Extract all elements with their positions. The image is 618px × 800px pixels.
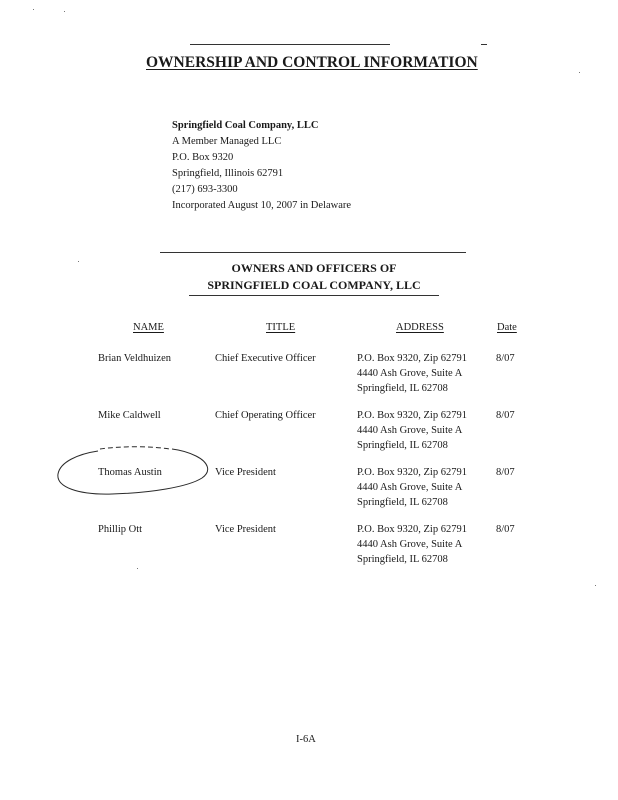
officer-title: Vice President — [215, 467, 276, 478]
officer-date: 8/07 — [496, 410, 515, 421]
section-heading-line1: OWNERS AND OFFICERS OF — [231, 261, 397, 275]
address-line: Springfield, IL 62708 — [357, 497, 448, 508]
column-header-title: TITLE — [266, 322, 296, 333]
address-line: P.O. Box 9320, Zip 62791 — [357, 410, 467, 421]
address-line: Springfield, IL 62708 — [357, 440, 448, 451]
officer-name: Thomas Austin — [98, 467, 162, 478]
officer-title: Vice President — [215, 524, 276, 535]
scan-speck — [579, 72, 580, 73]
page-number: I-6A — [296, 734, 316, 745]
column-header-address: ADDRESS — [396, 322, 444, 333]
officer-name: Mike Caldwell — [98, 410, 161, 421]
company-city: Springfield, Illinois 62791 — [172, 168, 284, 179]
officer-name: Brian Veldhuizen — [98, 353, 171, 364]
officer-title: Chief Operating Officer — [215, 410, 316, 421]
address-line: P.O. Box 9320, Zip 62791 — [357, 524, 467, 535]
officer-date: 8/07 — [496, 524, 515, 535]
address-line: 4440 Ash Grove, Suite A — [357, 368, 463, 379]
column-header-name: NAME — [133, 322, 164, 333]
officer-date: 8/07 — [496, 467, 515, 478]
address-line: Springfield, IL 62708 — [357, 383, 448, 394]
company-po-box: P.O. Box 9320 — [172, 152, 234, 163]
scan-speck — [137, 568, 138, 569]
scan-speck — [33, 9, 34, 10]
company-incorporation: Incorporated August 10, 2007 in Delaware — [172, 200, 352, 211]
officer-title: Chief Executive Officer — [215, 353, 316, 364]
officer-name: Phillip Ott — [98, 524, 143, 535]
address-line: 4440 Ash Grove, Suite A — [357, 539, 463, 550]
scan-speck — [595, 585, 596, 586]
scan-speck — [78, 261, 79, 262]
section-heading-line2: SPRINGFIELD COAL COMPANY, LLC — [189, 277, 438, 296]
page-title: OWNERSHIP AND CONTROL INFORMATION — [146, 54, 478, 71]
column-header-date: Date — [497, 322, 517, 333]
company-name: Springfield Coal Company, LLC — [172, 120, 319, 131]
officer-date: 8/07 — [496, 353, 515, 364]
address-line: Springfield, IL 62708 — [357, 554, 448, 565]
address-line: P.O. Box 9320, Zip 62791 — [357, 353, 467, 364]
company-type: A Member Managed LLC — [172, 136, 282, 147]
company-phone: (217) 693-3300 — [172, 184, 238, 195]
scan-speck — [64, 11, 65, 12]
address-line: 4440 Ash Grove, Suite A — [357, 425, 463, 436]
address-line: 4440 Ash Grove, Suite A — [357, 482, 463, 493]
officer-address — [357, 522, 467, 567]
address-line: P.O. Box 9320, Zip 62791 — [357, 467, 467, 478]
